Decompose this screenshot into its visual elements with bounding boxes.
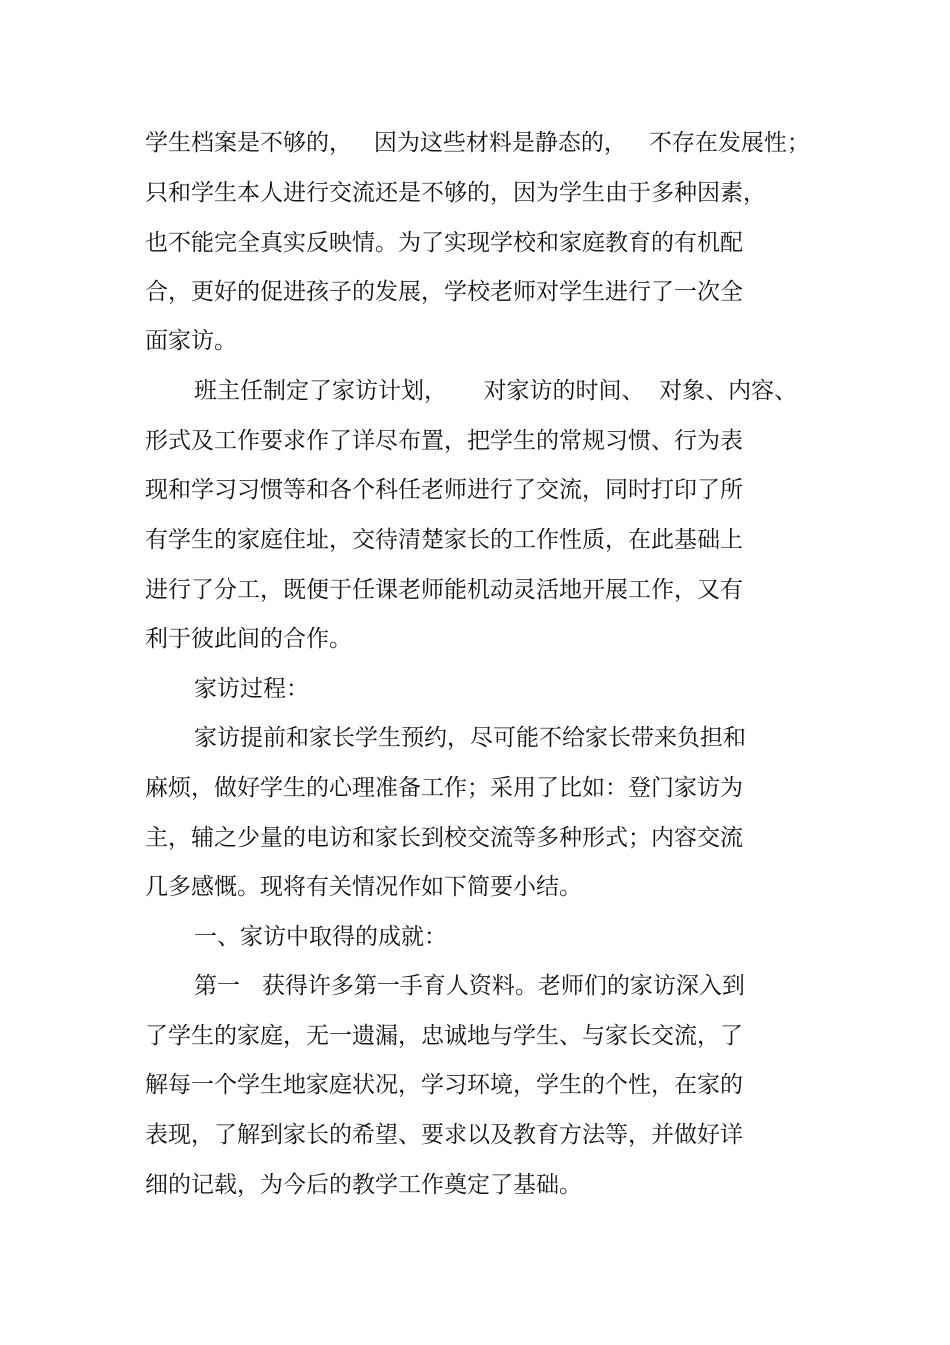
text-line: 现和学习习惯等和各个科任老师进行了交流，同时打印了所 <box>145 477 743 503</box>
text-line: 了学生的家庭，无一遗漏，忠诚地与学生、与家长交流，了 <box>145 1023 743 1049</box>
text-line: 只和学生本人进行交流还是不够的，因为学生由于多种因素， <box>145 180 766 206</box>
text-line: 表现，了解到家长的希望、要求以及教育方法等，并做好详 <box>145 1122 743 1148</box>
text-line: 主，辅之少量的电访和家长到校交流等多种形式；内容交流 <box>145 825 743 851</box>
text-line: 细的记载，为今后的教学工作奠定了基础。 <box>145 1172 582 1198</box>
text-line: 进行了分工，既便于任课老师能机动灵活地开展工作，又有 <box>145 577 743 603</box>
text-line: 几多感慨。现将有关情况作如下简要小结。 <box>145 874 582 900</box>
text-line: 解每一个学生地家庭状况，学习环境，学生的个性，在家的 <box>145 1072 743 1098</box>
text-line: 麻烦，做好学生的心理准备工作；采用了比如：登门家访为 <box>145 775 743 801</box>
text-line: 形式及工作要求作了详尽布置，把学生的常规习惯、行为表 <box>145 428 743 454</box>
text-line: 也不能完全真实反映情。为了实现学校和家庭教育的有机配 <box>145 230 743 256</box>
paragraph-first-line: 班主任制定了家访计划， 对家访的时间、 对象、内容、 <box>194 378 798 404</box>
section-heading: 家访过程： <box>194 676 309 702</box>
paragraph-first-line: 家访提前和家长学生预约，尽可能不给家长带来负担和 <box>194 725 746 751</box>
text-line: 有学生的家庭住址，交待清楚家长的工作性质，在此基础上 <box>145 527 743 553</box>
text-line: 面家访。 <box>145 328 237 354</box>
paragraph-first-line: 第一 获得许多第一手育人资料。老师们的家访深入到 <box>194 973 745 999</box>
text-line: 利于彼此间的合作。 <box>145 626 352 652</box>
text-line: 学生档案是不够的， 因为这些材料是静态的， 不存在发展性； <box>145 130 810 156</box>
section-heading: 一、家访中取得的成就： <box>194 924 447 950</box>
text-line: 合，更好的促进孩子的发展，学校老师对学生进行了一次全 <box>145 279 743 305</box>
